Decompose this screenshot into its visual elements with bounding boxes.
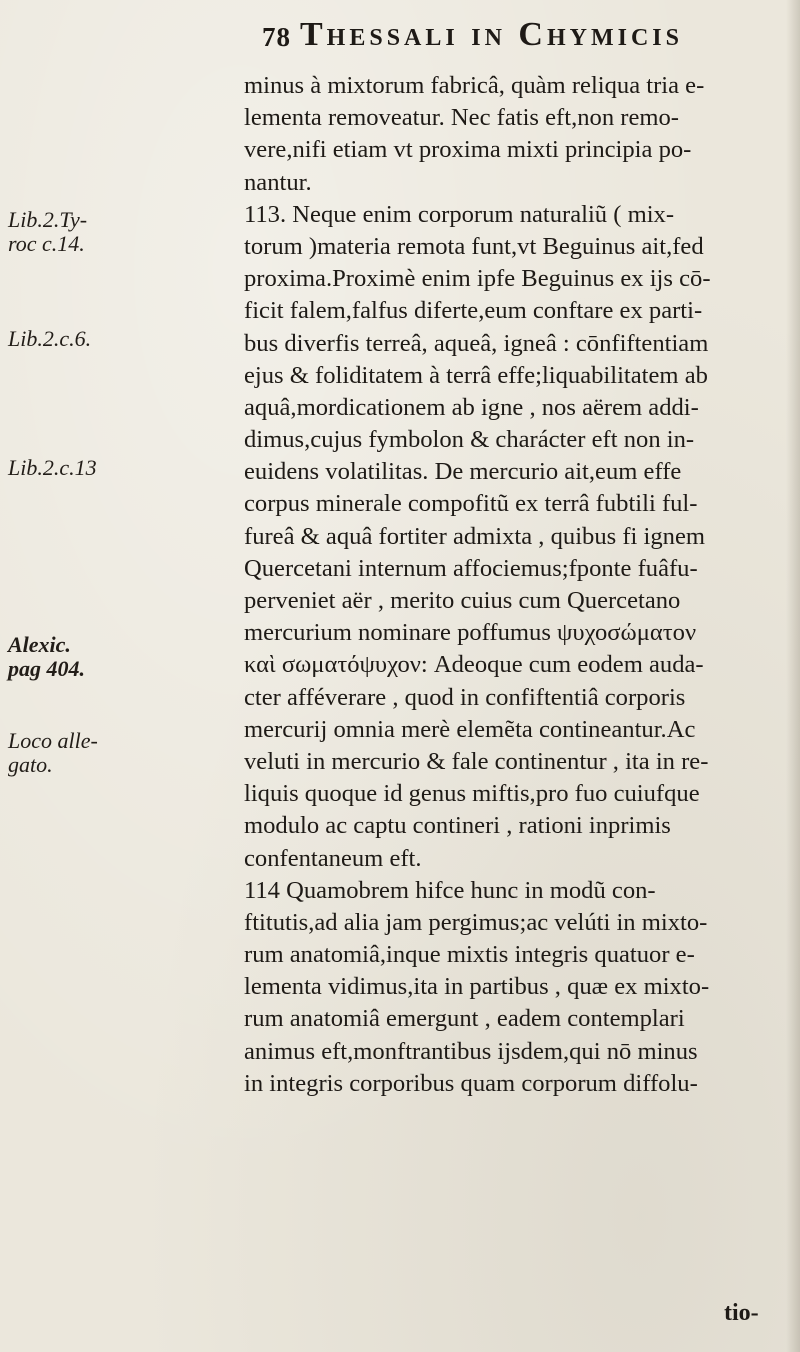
text-line: animus eft,monftrantibus ijsdem,qui nō minus <box>244 1037 698 1065</box>
text-line: nantur. <box>244 168 312 196</box>
text-line: lementa removeatur. Nec fatis eft,non remo- <box>244 104 679 132</box>
text-line: minus à mixtorum fabricâ, quàm reliqua tria e- <box>244 72 705 99</box>
text-line: torum )materia remota funt,vt Beguinus ait,fed <box>244 232 704 260</box>
text-line: perveniet aër , merito cuius cum Quercetano <box>244 587 681 614</box>
text-line: veluti in mercurio & fale continentur , ita in re- <box>244 747 709 775</box>
text-line: bus diverfis terreâ, aqueâ, igneâ : cōnfiftentiam <box>244 329 709 357</box>
text-line: καὶ σωματόψυχον: Adeoque cum eodem auda- <box>244 651 704 679</box>
text-line: dimus,cujus fymbolon & charácter eft non in- <box>244 426 695 454</box>
body-text <box>244 70 799 1100</box>
text-line: 113. Neque enim corporum naturaliũ ( mix- <box>244 200 675 228</box>
margin-note-lib2c6: Lib.2.c.6. <box>8 325 92 351</box>
margin-note-loco: Loco alle- gato. <box>8 728 98 778</box>
text-line: fureâ & aquâ fortiter admixta , quibus fi ignem <box>244 522 705 550</box>
text-line: ficit falem,falfus diferte,eum conftare ex parti- <box>244 297 703 325</box>
text-line: cter afféverare , quod in confiftentiâ corporis <box>244 683 686 711</box>
margin-note-tyroc: Lib.2.Ty- roc c.14. <box>8 206 88 256</box>
text-line: mercurij omnia merè elemẽta contineantur.Ac <box>244 715 696 743</box>
margin-note-lib2c13: Lib.2.c.13 <box>8 454 97 480</box>
text-line: rum anatomiâ emergunt , eadem contemplari <box>244 1005 685 1033</box>
text-line: lementa vidimus,ita in partibus , quæ ex mixto- <box>244 973 710 1001</box>
catchword: tio- <box>724 1300 759 1326</box>
text-line: vere,nifi etiam vt proxima mixti principia po- <box>244 136 692 164</box>
text-line: 114 Quamobrem hifce hunc in modũ con- <box>244 876 656 904</box>
text-line: corpus minerale compofitũ ex terrâ fubtili ful- <box>244 490 698 518</box>
text-line: ftitutis,ad alia jam pergimus;ac velúti in mixto- <box>244 908 708 936</box>
text-line: Quercetani internum affociemus;fponte fuâfu- <box>244 554 698 582</box>
margin-notes <box>0 0 240 1352</box>
running-title: Thessali in Chymicis <box>300 16 683 53</box>
text-line: euidens volatilitas. De mercurio ait,eum effe <box>244 458 682 486</box>
text-line: aquâ,mordicationem ab igne , nos aërem addi- <box>244 393 699 421</box>
text-line: confentaneum eft. <box>244 844 422 872</box>
text-line: in integris corporibus quam corporum diffolu- <box>244 1069 698 1097</box>
text-line: liquis quoque id genus miftis,pro fuo cuiufque <box>244 780 700 808</box>
text-line: proxima.Proximè enim ipfe Beguinus ex ijs cō- <box>244 265 711 293</box>
text-line: mercurium nominare poffumus ψυχοσώματον <box>244 619 697 647</box>
text-line: ejus & foliditatem à terrâ effe;liquabilitatem ab <box>244 361 708 389</box>
text-line: rum anatomiâ,inque mixtis integris quatuor e- <box>244 941 695 969</box>
page-number: 78 <box>262 22 291 52</box>
text-line: modulo ac captu contineri , rationi inprimis <box>244 812 671 840</box>
margin-note-alexic: Alexic. pag 404. <box>8 631 85 681</box>
